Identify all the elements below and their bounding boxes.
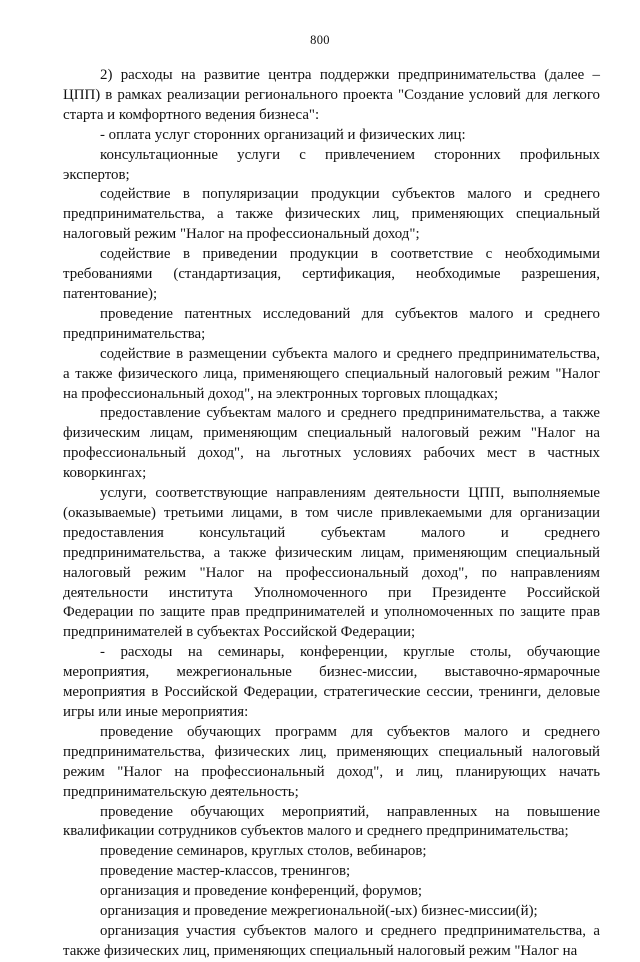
text-line: содействие в приведении продукции в соответствие с необходимыми [100,246,600,263]
text-line: проведение обучающих программ для субъектов малого и среднего [100,723,600,740]
text-line: квалификации сотрудников субъектов малого и среднего предпринимательства; [63,823,569,840]
text-line: физическим лицам, применяющим специальный налоговый режим "Налог на [63,425,600,442]
text-line: экспертов; [63,166,130,183]
paragraph [63,723,600,803]
document-body [63,66,600,962]
paragraph [63,862,600,882]
text-line: организация участия субъектов малого и среднего предпринимательства, а [100,922,600,939]
paragraph [63,803,600,843]
text-line: услуги, соответствующие направлениям деятельности ЦПП, выполняемые [100,485,600,502]
text-line: патентование); [63,285,158,302]
text-line: предоставления консультаций субъектам малого и среднего [63,524,600,541]
text-line: (оказываемые) третьими лицами, в том числе привлекаемыми для организации [63,504,600,521]
paragraph [63,245,600,305]
text-line: консультационные услуги с привлечением сторонних профильных [100,146,600,163]
text-line: предпринимательскую деятельность; [63,783,299,800]
paragraph [63,484,600,643]
text-line: налоговый режим "Налог на профессиональный доход", по направлениям [63,564,600,581]
paragraph [63,882,600,902]
paragraph [63,902,600,922]
text-line: предпринимательства; [63,325,206,342]
paragraph [63,404,600,484]
text-line: мероприятия, межрегиональные бизнес-миссии, выставочно-ярмарочные [63,664,600,681]
text-line: предпринимателей в субъектах Российской Федерации; [63,624,416,641]
text-line: содействие в популяризации продукции субъектов малого и среднего [100,186,600,203]
text-line: предпринимательства, физических лиц, применяющих специальный налоговый [63,743,600,760]
text-line: режим "Налог на профессиональный доход", и лиц, планирующих начать [63,763,600,780]
text-line: проведение мастер-классов, тренингов; [100,863,351,880]
text-line: предпринимательства, а также физических лиц, применяющих специальный [63,206,600,223]
text-line: предпринимательства, а также физическим лицам, применяющим специальный [63,544,600,561]
text-line: - оплата услуг сторонних организаций и физических лиц: [100,126,466,143]
paragraph [63,126,600,146]
text-line: игры или иные мероприятия: [63,704,249,720]
paragraph [63,345,600,405]
text-line: Федерации по защите прав предпринимателей и уполномоченных по защите прав [63,604,600,621]
text-line: проведение патентных исследований для субъектов малого и среднего [100,305,600,322]
text-line: также физических лиц, применяющих специальный налоговый режим "Налог на [63,942,578,959]
text-line: организация и проведение межрегиональной(-ых) бизнес-миссии(й); [100,903,538,920]
paragraph [63,643,600,723]
text-line: на профессиональный доход", на электронных торговых площадках; [63,385,499,402]
text-line: предоставление субъектам малого и среднего предпринимательства, а также [100,405,600,422]
text-line: - расходы на семинары, конференции, круглые столы, обучающие [100,644,600,661]
text-line: 2) расходы на развитие центра поддержки предпринимательства (далее – [100,67,600,83]
text-line: проведение семинаров, круглых столов, вебинаров; [100,843,427,860]
page-number: 800 [310,33,330,47]
text-line: старта и комфортного ведения бизнеса": [63,106,320,123]
paragraph [63,185,600,245]
text-line: деятельности института Уполномоченного при Президенте Российской [63,584,600,601]
paragraph [63,842,600,862]
paragraph [63,146,600,186]
text-line: мероприятия в Российской Федерации, стратегические сессии, тренинги, деловые [63,684,600,701]
text-line: профессиональный доход", на льготных условиях рабочих мест в частных [63,445,600,462]
text-line: проведение обучающих мероприятий, направленных на повышение [100,803,600,820]
paragraph [63,305,600,345]
paragraph [63,66,600,126]
text-line: а также физического лица, применяющего специальный налоговый режим "Налог [63,365,600,382]
text-line: требованиями (стандартизация, сертификация, необходимые разрешения, [63,266,600,283]
text-line: налоговый режим "Налог на профессиональный доход"; [63,226,420,243]
text-line: организация и проведение конференций, форумов; [100,883,423,900]
text-line: коворкингах; [63,465,147,482]
paragraph [63,922,600,962]
text-line: содействие в размещении субъекта малого и среднего предпринимательства, [100,345,600,362]
text-line: ЦПП) в рамках реализации регионального проекта "Создание условий для легкого [63,86,600,103]
